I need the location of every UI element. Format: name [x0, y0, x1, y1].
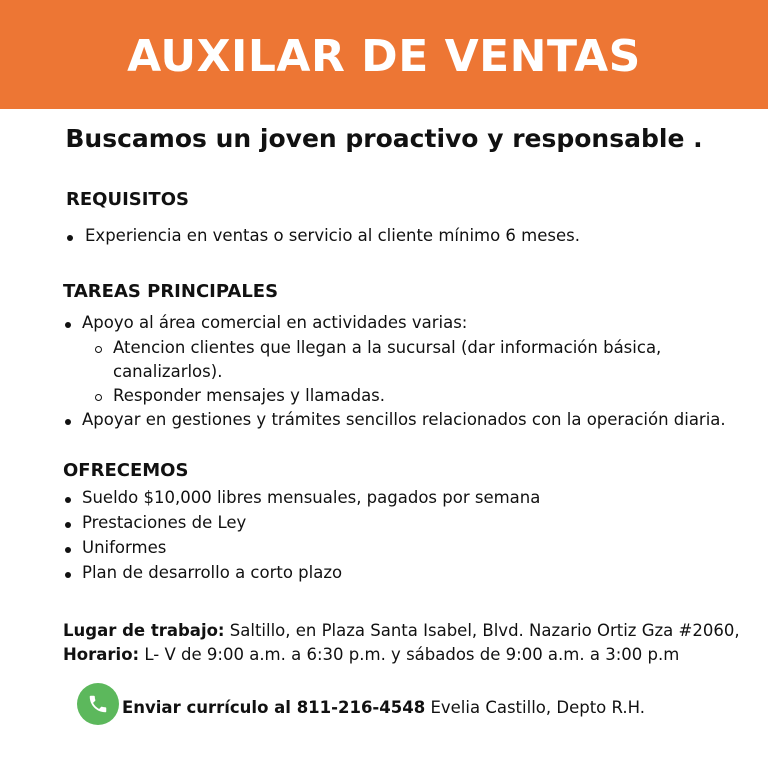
tarea-item: Apoyar en gestiones y trámites sencillos relacionados con la operación diaria.: [82, 410, 726, 429]
contacto-value: Evelia Castillo, Depto R.H.: [425, 698, 645, 717]
sub-bullet: [95, 346, 102, 353]
ofrecemos-item: Plan de desarrollo a corto plazo: [82, 563, 343, 582]
tarea-subitem-continued: canalizarlos).: [113, 362, 223, 381]
bullet: [65, 547, 71, 553]
phone-icon: [77, 683, 119, 725]
lugar-de-trabajo: [63, 621, 740, 640]
lugar-label: Lugar de trabajo:: [63, 621, 225, 640]
ofrecemos-item: Uniformes: [82, 538, 167, 557]
ofrecemos-heading: OFRECEMOS: [63, 460, 189, 481]
bullet: [65, 419, 71, 425]
contacto-label: Enviar currículo al 811-216-4548: [122, 698, 426, 717]
bullet: [65, 522, 71, 528]
tarea-item: Apoyo al área comercial en actividades varias:: [82, 313, 468, 332]
subtitle: Buscamos un joven proactivo y responsable .: [65, 124, 703, 153]
job-title: AUXILAR DE VENTAS: [127, 31, 641, 82]
bullet: [65, 322, 71, 328]
horario-value: L- V de 9:00 a.m. a 6:30 p.m. y sábados de 9:00 a.m. a 3:00 p.m: [139, 645, 680, 664]
tarea-subitem: Responder mensajes y llamadas.: [113, 386, 386, 405]
contacto: [122, 698, 645, 717]
tareas-heading: TAREAS PRINCIPALES: [63, 281, 279, 302]
horario-label: Horario:: [63, 645, 140, 664]
tarea-subitem: Atencion clientes que llegan a la sucursal (dar información básica,: [113, 338, 662, 357]
bullet: [67, 235, 73, 241]
lugar-value: Saltillo, en Plaza Santa Isabel, Blvd. Nazario Ortiz Gza #2060,: [224, 621, 740, 640]
bullet: [65, 497, 71, 503]
ofrecemos-item: Sueldo $10,000 libres mensuales, pagados por semana: [82, 488, 541, 507]
requisito-item: Experiencia en ventas o servicio al cliente mínimo 6 meses.: [85, 226, 580, 245]
sub-bullet: [95, 394, 102, 401]
bullet: [65, 572, 71, 578]
ofrecemos-item: Prestaciones de Ley: [82, 513, 247, 532]
horario: [63, 645, 679, 664]
header-banner: [0, 0, 768, 109]
requisitos-heading: REQUISITOS: [66, 189, 189, 210]
